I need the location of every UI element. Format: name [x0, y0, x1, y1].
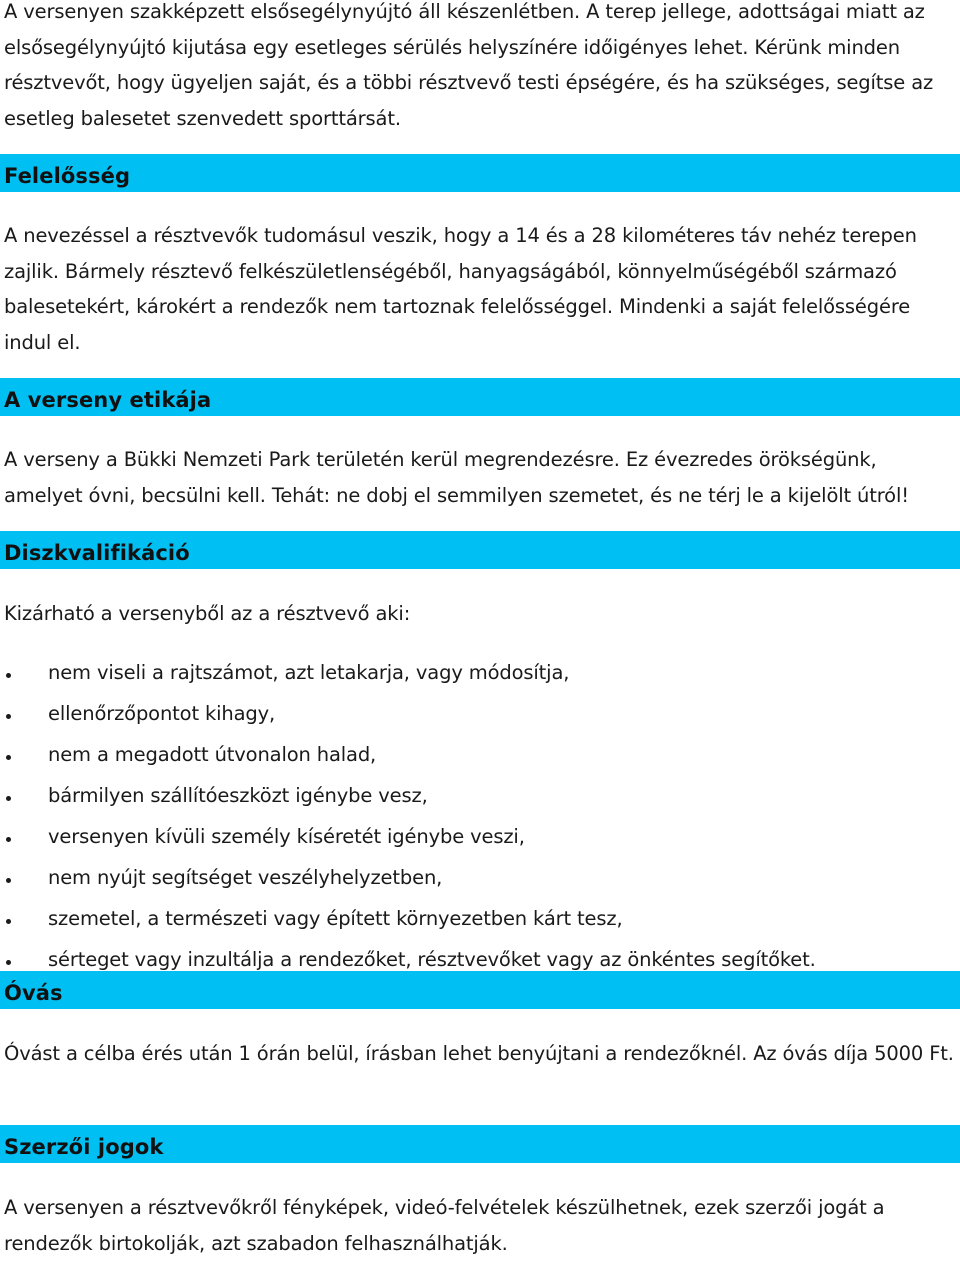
bullet-icon: [6, 878, 11, 883]
section-title: Óvás: [4, 981, 63, 1005]
list-item: [0, 775, 960, 816]
bullet-icon: [6, 919, 11, 924]
list-item-text: bármilyen szállítóeszközt igénybe vesz,: [48, 784, 428, 807]
list-item-text: sérteget vagy inzultálja a rendezőket, résztvevőket vagy az önkéntes segítőket.: [48, 948, 816, 971]
bullet-icon: [6, 960, 11, 965]
felelosseg-paragraph: A nevezéssel a résztvevők tudomásul veszik, hogy a 14 és a 28 kilométeres táv nehéz terepen zajlik. Bármely résztevő felkészületlenségéből, hanyagságából, könnyelműségéből származó balesetekért, károkért a rendezők nem tartoznak felelősséggel. Mindenki a saját felelősségére indul el.: [4, 224, 917, 354]
section-heading-etika: [0, 378, 960, 416]
bullet-icon: [6, 837, 11, 842]
bullet-icon: [6, 755, 11, 760]
intro-paragraph: A versenyen szakképzett elsősegélynyújtó áll készenlétben. A terep jellege, adottságai miatt az elsősegélynyújtó kijutása egy esetleges sérülés helyszínére időigényes lehet. Kérünk minden résztvevőt, hogy ügyeljen saját, és a többi résztvevő testi épségére, és ha szükséges, segítse az esetleg balesetet szenvedett sporttársát.: [4, 0, 934, 130]
bullet-icon: [6, 714, 11, 719]
ovas-paragraph: Óvást a célba érés után 1 órán belül, írásban lehet benyújtani a rendezőknél. Az óvás díja 5000 Ft.: [4, 1042, 954, 1065]
bullet-icon: [6, 796, 11, 801]
section-heading-ovas: [0, 971, 960, 1009]
list-item-text: versenyen kívüli személy kíséretét igénybe veszi,: [48, 825, 525, 848]
list-item: [0, 652, 960, 693]
section-title: Diszkvalifikáció: [4, 541, 190, 565]
etika-paragraph: A verseny a Bükki Nemzeti Park területén kerül megrendezésre. Ez évezredes örökségünk, amelyet óvni, becsülni kell. Tehát: ne dobj el semmilyen szemetet, és ne térj le a kijelölt útról!: [4, 448, 909, 507]
szerzoi-jogok-paragraph: A versenyen a résztvevőkről fényképek, videó-felvételek készülhetnek, ezek szerzői jogát a rendezők birtokolják, azt szabadon felhasználhatják.: [4, 1196, 885, 1255]
list-item: [0, 816, 960, 857]
list-item-text: nem a megadott útvonalon halad,: [48, 743, 377, 766]
list-item: [0, 898, 960, 939]
section-title: A verseny etikája: [4, 388, 212, 412]
section-heading-felelosseg: [0, 154, 960, 192]
list-item: [0, 734, 960, 775]
list-item-text: szemetel, a természeti vagy épített környezetben kárt tesz,: [48, 907, 623, 930]
list-item: [0, 857, 960, 898]
section-title: Felelősség: [4, 164, 131, 188]
list-item-text: nem viseli a rajtszámot, azt letakarja, vagy módosítja,: [48, 661, 570, 684]
disqualification-list: [0, 652, 960, 980]
bullet-icon: [6, 673, 11, 678]
section-title: Szerzői jogok: [4, 1135, 164, 1159]
section-heading-szerzoi-jogok: [0, 1125, 960, 1163]
list-item: [0, 693, 960, 734]
list-item-text: ellenőrzőpontot kihagy,: [48, 702, 276, 725]
section-heading-diszkvalifikacio: [0, 531, 960, 569]
diszkvalifikacio-intro: Kizárható a versenyből az a résztvevő aki:: [4, 602, 411, 625]
list-item-text: nem nyújt segítséget veszélyhelyzetben,: [48, 866, 443, 889]
